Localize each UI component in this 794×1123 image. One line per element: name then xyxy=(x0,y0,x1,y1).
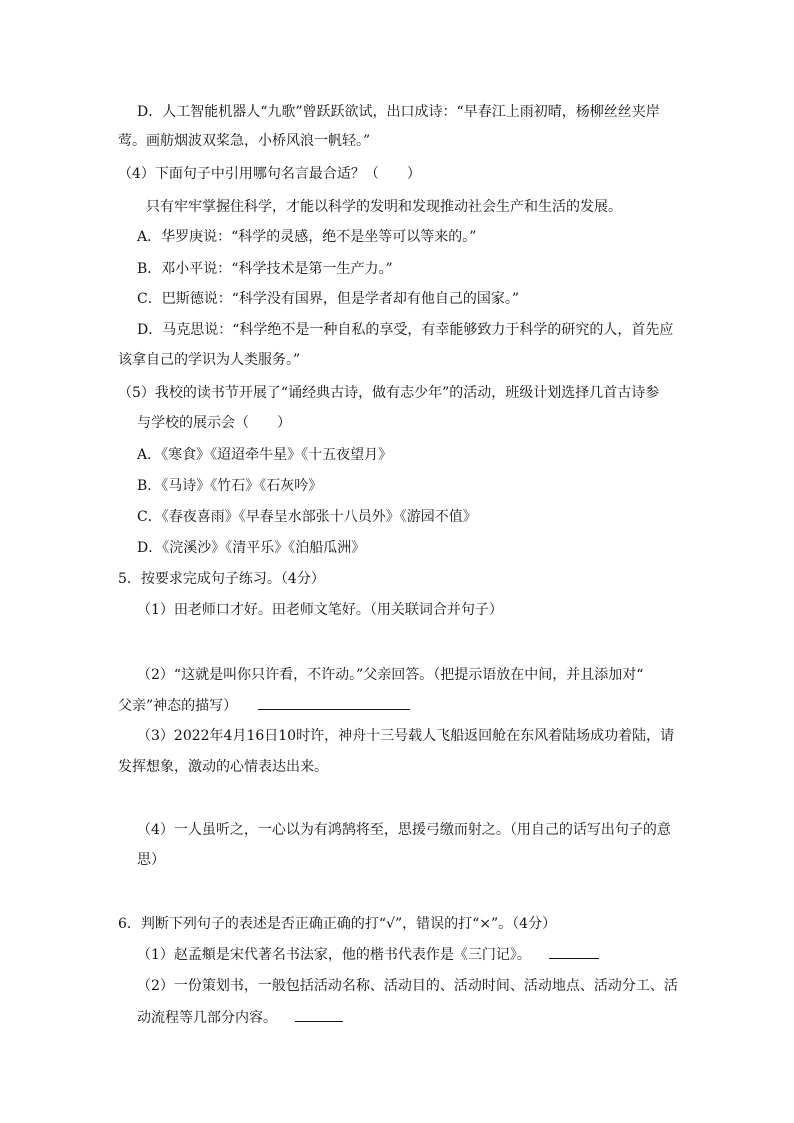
sub4-option-a: A．华罗庚说：“科学的灵感，绝不是坐等可以等来的。” xyxy=(137,229,477,245)
q5-s4-line2: 思） xyxy=(137,852,165,868)
sub4-option-d-line2: 该拿自己的学识为人类服务。” xyxy=(118,352,301,368)
q5-s3-line1: （3）2022年4月16日10时许，神舟十三号载人飞船返回舱在东风着陆场成功着陆，请 xyxy=(137,728,675,744)
q5-s4-line1: （4）一人虽听之，一心以为有鸿鹄将至，思援弓缴而射之。（用自己的话写出句子的意 xyxy=(137,822,671,838)
sub5-option-a: A．《寒食》《迢迢牵牛星》《十五夜望月》 xyxy=(137,447,393,463)
q5-s2-line2-wrap xyxy=(118,695,410,716)
q6-s2-line1: （2）一份策划书，一般包括活动名称、活动目的、活动时间、活动地点、活动分工、活 xyxy=(137,978,678,994)
sub4-option-b: B．邓小平说：“科学技术是第一生产力。” xyxy=(137,261,393,277)
q6-s1-wrap xyxy=(137,944,599,965)
sub4-option-d-line1: D．马克思说：“科学绝不是一种自私的享受，有幸能够致力于科学的研究的人，首先应 xyxy=(137,322,674,338)
sub5-option-c: C．《春夜喜雨》《早春呈水部张十八员外》《游园不值》 xyxy=(137,509,477,525)
sub4-option-c: C．巴斯德说：“科学没有国界，但是学者却有他自己的国家。” xyxy=(137,291,520,307)
sub5-prompt-line1: （5）我校的读书节开展了“诵经典古诗，做有志少年”的活动，班级计划选择几首古诗参 xyxy=(118,385,660,401)
q6-s1-answer-blank[interactable] xyxy=(549,944,599,959)
q4-option-d-line1: D．人工智能机器人“九歌”曾跃跃欲试，出口成诗：“早春江上雨初晴，杨柳丝丝夹岸 xyxy=(137,104,660,120)
sub4-prompt: （4）下面句子中引用哪句名言最合适？（ ） xyxy=(118,166,421,182)
sub5-prompt-line2: 与学校的展示会（ ） xyxy=(137,415,291,431)
q5-s2-answer-blank[interactable] xyxy=(258,695,410,710)
q5-title: 5．按要求完成句子练习。（4分） xyxy=(118,571,325,587)
q6-s1: （1）赵孟頫是宋代著名书法家，他的楷书代表作是《三门记》。 xyxy=(137,947,531,963)
q5-s1: （1）田老师口才好。田老师文笔好。（用关联词合并句子） xyxy=(137,602,503,618)
q5-s2-line2: 父亲”神态的描写） xyxy=(118,698,238,714)
q6-s2-answer-blank[interactable] xyxy=(295,1007,343,1022)
sub5-option-b: B．《马诗》《竹石》《石灰吟》 xyxy=(137,478,323,494)
q6-s2-line2: 动流程等几部分内容。 xyxy=(137,1010,277,1026)
q6-s2-line2-wrap xyxy=(137,1007,343,1028)
sub4-sentence: 只有牢牢掌握住科学，才能以科学的发明和发现推动社会生产和生活的发展。 xyxy=(146,199,622,215)
q6-title: 6．判断下列句子的表述是否正确正确的打“√”，错误的打“×”。（4分） xyxy=(118,916,557,932)
q5-s2-line1: （2）“这就是叫你只许看，不许动。”父亲回答。（把提示语放在中间，并且添加对“ xyxy=(137,667,644,683)
q4-option-d-line2: 莺。画舫烟波双桨急，小桥风浪一帆轻。” xyxy=(118,133,371,149)
q5-s3-line2: 发挥想象，激动的心情表达出来。 xyxy=(118,759,328,775)
sub5-option-d: D．《浣溪沙》《清平乐》《泊船瓜洲》 xyxy=(137,540,366,556)
